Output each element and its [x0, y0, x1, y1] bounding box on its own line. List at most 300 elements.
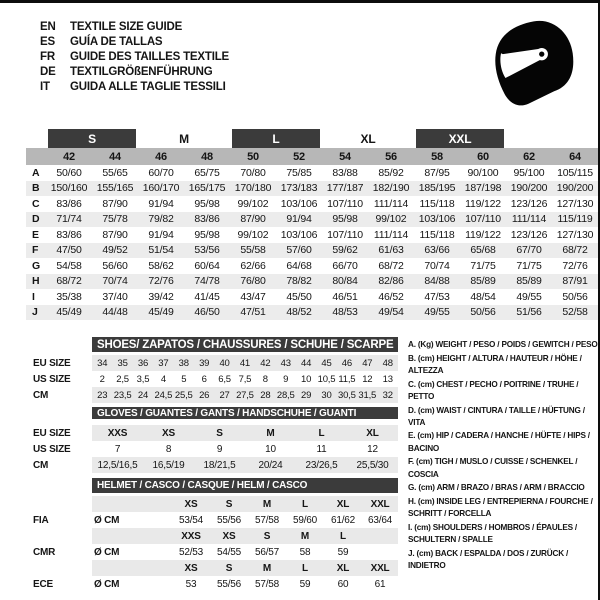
column-header-cell: 48	[184, 148, 230, 165]
table-cell: 66/70	[332, 259, 358, 272]
table-cell: 91/94	[148, 228, 174, 241]
table-row	[26, 371, 398, 387]
table-cell: 29	[296, 387, 316, 403]
table-cell: 44/48	[92, 305, 138, 321]
table-cell: 34	[92, 355, 112, 371]
spacer-cell	[26, 337, 92, 355]
table-row	[26, 425, 398, 441]
table-cell: 46/51	[332, 290, 358, 303]
table-cell: 173/183	[276, 181, 322, 197]
table-cell: 45/49	[46, 305, 92, 321]
table-cell: 71/75	[516, 259, 542, 272]
row-label: ECE	[26, 576, 92, 592]
spacer-cell	[92, 528, 134, 544]
table-cell: 3,5	[136, 373, 150, 385]
unit-cell: Ø CM	[94, 578, 120, 590]
table-cell: 160/170	[138, 181, 184, 197]
table-cell: 54/55	[216, 546, 242, 558]
table-cell: 48/52	[276, 305, 322, 321]
table-cell: 37	[153, 355, 173, 371]
table-cell: 177/187	[322, 181, 368, 197]
helmet-value-row	[26, 512, 398, 528]
main-size-table	[26, 129, 598, 320]
legend-item: H. (cm) INSIDE LEG / ENTREPIERNA / FOURCHE / SCHRITT / FORCELLA	[408, 496, 593, 519]
row-label: CMR	[26, 544, 92, 560]
table-cell: 8	[262, 373, 268, 385]
table-cell: 9	[216, 443, 223, 455]
table-cell: XL	[347, 425, 398, 441]
table-cell: 41	[235, 355, 255, 371]
table-cell: 54/58	[56, 259, 82, 272]
table-cell: 127/130	[556, 228, 594, 241]
table-cell: 23,5	[112, 387, 132, 403]
table-cell: 45	[316, 355, 336, 371]
language-title: TEXTILE SIZE GUIDE	[70, 21, 183, 33]
table-cell: 57/58	[254, 578, 280, 590]
table-cell: 47	[357, 355, 377, 371]
filler-cell	[134, 496, 172, 512]
row-label: EU SIZE	[26, 355, 92, 371]
table-row	[26, 274, 598, 290]
language-code: FR	[40, 51, 55, 63]
table-cell: 35	[112, 355, 132, 371]
table-cell: 90/100	[467, 166, 499, 179]
size-cell: XS	[172, 496, 210, 512]
table-cell: 111/114	[506, 212, 552, 228]
table-cell: 32	[377, 387, 398, 403]
language-title: GUIDA ALLE TAGLIE TESSILI	[70, 81, 226, 93]
size-cell: XS	[210, 528, 248, 544]
size-cell	[362, 528, 398, 544]
table-cell: 111/114	[373, 228, 409, 241]
table-cell: 107/110	[327, 228, 363, 241]
table-cell: 20/24	[245, 457, 296, 473]
table-cell: 28	[255, 387, 275, 403]
table-cell: 23/26,5	[296, 457, 347, 473]
table-cell: 70/80	[240, 166, 266, 179]
table-cell: 46/50	[184, 305, 230, 321]
unit-cell: Ø CM	[94, 514, 120, 526]
table-cell: 47/50	[46, 243, 92, 259]
table-cell: 79/82	[138, 212, 184, 228]
table-cell: 68/72	[378, 259, 404, 272]
language-title: TEXTILGRÖßENFÜHRUNG	[70, 66, 213, 78]
table-cell: 170/180	[230, 181, 276, 197]
table-cell: 53	[185, 578, 197, 590]
table-cell: 60/64	[194, 259, 220, 272]
table-cell: 115/119	[552, 212, 598, 228]
table-cell: 48/54	[470, 290, 496, 303]
table-cell: 51/56	[506, 305, 552, 321]
table-row	[26, 196, 598, 212]
table-cell: 115/118	[419, 197, 455, 210]
table-cell: 40	[214, 355, 234, 371]
table-cell: 63/64	[368, 514, 393, 526]
size-cell: XS	[172, 560, 210, 576]
size-group-cell: XL	[360, 131, 376, 146]
table-cell: 155/165	[92, 181, 138, 197]
column-header-cell: 56	[368, 148, 414, 165]
size-cell: S	[248, 528, 286, 544]
shoes-table	[26, 337, 398, 403]
size-cell: M	[248, 560, 286, 576]
helmet-size-row	[26, 528, 398, 544]
row-label: E	[32, 228, 39, 241]
table-cell: 25,5/30	[347, 457, 398, 473]
table-cell: 67/70	[506, 243, 552, 259]
column-header-cell: 42	[46, 148, 92, 165]
legend-item: G. (cm) ARM / BRAZO / BRAS / ARM / BRACCIO	[408, 483, 585, 493]
filler-cell	[134, 544, 172, 560]
table-cell: 60	[337, 578, 349, 590]
table-cell: 99/102	[237, 228, 269, 241]
table-cell: 61	[374, 578, 386, 590]
row-label: EU SIZE	[26, 425, 92, 441]
table-cell: 107/110	[460, 212, 506, 228]
table-cell: 55/56	[216, 578, 242, 590]
table-cell: 127/130	[556, 197, 594, 210]
row-label: I	[32, 290, 35, 303]
table-cell: XS	[143, 425, 194, 441]
table-row	[26, 355, 398, 371]
table-cell: 95/98	[194, 228, 220, 241]
table-cell: 87/91	[552, 274, 598, 290]
table-cell: 12	[362, 373, 373, 385]
table-cell: 111/114	[373, 197, 409, 210]
table-cell: 95/100	[513, 166, 545, 179]
table-cell: 12,5/16,5	[92, 457, 143, 473]
table-cell: 83/86	[56, 197, 82, 210]
legend-item: E. (cm) HIP / CADERA / HANCHE / HÜFTE / HIPS / BACINO	[408, 431, 590, 453]
table-cell: 39/42	[148, 290, 174, 303]
size-cell: L	[286, 560, 324, 576]
size-cell: M	[286, 528, 324, 544]
table-cell: 10	[301, 373, 312, 385]
spacer-cell	[92, 560, 134, 576]
size-group-cell: L	[230, 129, 322, 148]
column-header-cell: 44	[92, 148, 138, 165]
table-row	[26, 387, 398, 403]
spacer-cell	[26, 407, 92, 425]
filler-cell	[134, 560, 172, 576]
table-cell: 65/68	[460, 243, 506, 259]
table-cell: 53/56	[184, 243, 230, 259]
table-cell: 85/89	[506, 274, 552, 290]
table-cell: 50/56	[460, 305, 506, 321]
table-cell: 190/200	[506, 181, 552, 197]
legend-item: A. (Kg) WEIGHT / PESO / POIDS / GEWITCH / PESO	[408, 340, 598, 349]
legend-item: J. (cm) BACK / ESPALDA / DOS / ZURÜCK / INDIETRO	[408, 548, 569, 570]
table-cell: 37/40	[102, 290, 128, 303]
table-cell: L	[296, 425, 347, 441]
table-cell: 11	[316, 443, 327, 455]
table-cell: 2,5	[116, 373, 129, 385]
visor-pivot-dot	[539, 52, 544, 57]
table-cell: 23	[92, 387, 112, 403]
section-title-bar: GLOVES / GUANTES / GANTS / HANDSCHUHE / GUANTI	[92, 407, 398, 425]
size-cell: XXS	[172, 528, 210, 544]
table-cell: 56/60	[102, 259, 128, 272]
table-cell: 24	[133, 387, 153, 403]
table-cell: 103/106	[414, 212, 460, 228]
language-code: ES	[40, 36, 55, 48]
table-cell: 59	[299, 578, 311, 590]
size-cell: XXL	[362, 560, 398, 576]
table-cell: 57/58	[254, 514, 280, 526]
table-cell: 87/95	[424, 166, 450, 179]
filler-cell	[134, 528, 172, 544]
table-cell: 75/85	[286, 166, 312, 179]
table-cell: 45/50	[286, 290, 312, 303]
table-cell: 119/122	[465, 197, 501, 210]
table-row	[26, 181, 598, 197]
table-cell: 42	[255, 355, 275, 371]
table-cell: 123/126	[510, 197, 548, 210]
table-cell: 2	[99, 373, 105, 385]
column-header-cell: 58	[414, 148, 460, 165]
row-label: A	[32, 166, 40, 179]
table-cell: 9	[283, 373, 289, 385]
size-cell: M	[248, 496, 286, 512]
spacer-cell	[26, 560, 92, 576]
table-cell	[362, 544, 398, 560]
table-cell: 6,5	[218, 373, 231, 385]
table-cell: 87/90	[102, 228, 128, 241]
table-cell: 46	[337, 355, 357, 371]
table-cell: 182/190	[368, 181, 414, 197]
table-cell: 65/75	[194, 166, 220, 179]
table-row	[26, 165, 598, 181]
table-cell: 95/98	[322, 212, 368, 228]
table-cell: 26	[194, 387, 214, 403]
row-label: CM	[26, 387, 92, 403]
size-cell: XL	[324, 560, 362, 576]
filler-cell	[134, 512, 172, 528]
row-label: H	[26, 274, 46, 290]
size-group-cell: S	[46, 129, 138, 148]
table-cell: 63/66	[414, 243, 460, 259]
table-cell: 25,5	[174, 387, 194, 403]
size-cell: S	[210, 560, 248, 576]
table-cell: 71/74	[46, 212, 92, 228]
table-cell: 51/54	[138, 243, 184, 259]
table-cell: 95/98	[194, 197, 220, 210]
gloves-table	[26, 407, 398, 473]
table-cell: 49/54	[368, 305, 414, 321]
table-cell: 12	[367, 443, 378, 455]
column-header-cell: 54	[322, 148, 368, 165]
table-cell: 27,5	[235, 387, 255, 403]
column-header-cell: 50	[230, 148, 276, 165]
table-cell: 52/53	[178, 546, 204, 558]
table-cell: 61/62	[330, 514, 356, 526]
table-cell: 105/115	[557, 166, 593, 179]
table-cell: 36	[133, 355, 153, 371]
table-cell: 48	[377, 355, 398, 371]
size-cell: XL	[324, 496, 362, 512]
table-cell: 57/60	[276, 243, 322, 259]
language-header	[40, 21, 229, 94]
table-cell: 47/51	[230, 305, 276, 321]
section-title-bar: HELMET / CASCO / CASQUE / HELM / CASCO	[92, 478, 398, 496]
legend-item: I. (cm) SHOULDERS / HOMBROS / ÉPAULES / SCHULTERN / SPALLE	[408, 522, 578, 545]
legend-item: D. (cm) WAIST / CINTURA / TAILLE / HÜFTUNG / VITA	[408, 405, 585, 427]
language-code: IT	[40, 81, 50, 93]
table-cell: 27	[214, 387, 234, 403]
filler-cell	[134, 576, 172, 592]
table-cell: 43/47	[240, 290, 266, 303]
column-header-cell: 64	[552, 148, 598, 165]
row-label: US SIZE	[26, 371, 92, 387]
row-label: D	[26, 212, 46, 228]
legend-item: B. (cm) HEIGHT / ALTURA / HAUTEUR / HÖHE / ALTEZZA	[408, 353, 582, 375]
table-cell: S	[194, 425, 245, 441]
table-cell: 50/56	[562, 290, 588, 303]
table-cell: 49/52	[92, 243, 138, 259]
table-cell: 31,5	[357, 387, 377, 403]
row-label: B	[26, 181, 46, 197]
table-cell: 35/38	[56, 290, 82, 303]
table-cell: 187/198	[460, 181, 506, 197]
helmet-size-row	[26, 560, 398, 576]
helmet-value-row	[26, 544, 398, 560]
table-cell: 43	[276, 355, 296, 371]
table-cell: 103/106	[280, 228, 318, 241]
table-cell: 91/94	[276, 212, 322, 228]
section-title-row	[26, 407, 398, 425]
section-title-bar: SHOES/ ZAPATOS / CHAUSSURES / SCHUHE / SCARPE	[92, 337, 398, 355]
table-cell: 41/45	[194, 290, 220, 303]
spacer-cell	[26, 496, 92, 512]
column-header-row	[26, 148, 598, 165]
table-cell: 6	[201, 373, 207, 385]
size-group-cell	[26, 129, 46, 148]
table-cell: 44	[296, 355, 316, 371]
helmet-size-row	[26, 496, 398, 512]
table-cell: 83/86	[56, 228, 82, 241]
table-row	[26, 289, 598, 305]
table-cell: 46/52	[378, 290, 404, 303]
table-cell: 80/84	[322, 274, 368, 290]
row-label: CM	[26, 457, 92, 473]
table-cell: 8	[165, 443, 172, 455]
table-cell: 76/80	[230, 274, 276, 290]
table-cell: 7,5	[238, 373, 252, 385]
table-cell: 55/58	[230, 243, 276, 259]
table-row	[26, 212, 598, 228]
unit-cell: Ø CM	[94, 546, 120, 558]
measurement-legend	[408, 339, 598, 574]
size-group-cell: M	[179, 131, 189, 146]
table-cell: 11,5	[338, 373, 356, 385]
spacer-cell	[26, 478, 92, 496]
table-cell: 99/102	[368, 212, 414, 228]
size-cell: XXL	[362, 496, 398, 512]
table-cell: 49/55	[516, 290, 542, 303]
table-row	[26, 441, 398, 457]
table-cell: 83/88	[332, 166, 358, 179]
column-header-cell: 62	[506, 148, 552, 165]
table-cell: 61/63	[368, 243, 414, 259]
size-group-cell: XXL	[414, 129, 506, 148]
table-cell: 10	[265, 443, 276, 455]
table-row	[26, 227, 598, 243]
table-cell: 123/126	[510, 228, 548, 241]
table-cell: 53/54	[178, 514, 204, 526]
table-cell: 49/55	[414, 305, 460, 321]
table-cell: 185/195	[414, 181, 460, 197]
table-cell: 56/57	[254, 546, 280, 558]
table-cell: 59	[337, 546, 349, 558]
table-cell: 13	[382, 373, 393, 385]
table-cell: 107/110	[327, 197, 363, 210]
racing-helmet-icon	[487, 17, 577, 109]
column-header-cell: 60	[460, 148, 506, 165]
table-cell: 85/89	[460, 274, 506, 290]
table-cell: 64/68	[286, 259, 312, 272]
spacer-cell	[92, 496, 134, 512]
table-cell: 71/75	[470, 259, 496, 272]
table-cell: 150/160	[46, 181, 92, 197]
table-cell: 72/76	[138, 274, 184, 290]
table-cell: 4	[160, 373, 166, 385]
legend-item: C. (cm) CHEST / PECHO / POITRINE / TRUHE / PETTO	[408, 379, 579, 401]
table-row	[26, 243, 598, 259]
table-cell: 87/90	[102, 197, 128, 210]
table-cell: 45/49	[138, 305, 184, 321]
spacer-cell	[26, 528, 92, 544]
table-cell: 74/78	[184, 274, 230, 290]
row-label: US SIZE	[26, 441, 92, 457]
table-cell: 59/60	[292, 514, 318, 526]
table-cell: 48/53	[322, 305, 368, 321]
table-cell: 55/65	[102, 166, 128, 179]
section-title-row	[26, 337, 398, 355]
table-cell: 7	[114, 443, 121, 455]
row-label: G	[32, 259, 40, 272]
table-cell: 165/175	[184, 181, 230, 197]
row-label: FIA	[26, 512, 92, 528]
table-row	[26, 258, 598, 274]
table-cell: 50/60	[56, 166, 82, 179]
helmet-table	[26, 478, 398, 592]
corner-cell	[26, 148, 46, 165]
table-cell: 18/21,5	[194, 457, 245, 473]
table-cell: 30,5	[337, 387, 357, 403]
table-cell: 28,5	[276, 387, 296, 403]
table-cell: 84/88	[414, 274, 460, 290]
table-cell: 70/74	[92, 274, 138, 290]
row-label: C	[32, 197, 40, 210]
table-cell: 62/66	[240, 259, 266, 272]
table-cell: 70/74	[424, 259, 450, 272]
section-title-row	[26, 478, 398, 496]
table-row	[26, 457, 398, 473]
table-cell: 58	[299, 546, 311, 558]
table-cell: 16,5/19	[143, 457, 194, 473]
table-cell: 38	[174, 355, 194, 371]
table-cell: 59/62	[322, 243, 368, 259]
table-cell: 60/70	[148, 166, 174, 179]
table-cell: 99/102	[237, 197, 269, 210]
table-row	[26, 305, 598, 321]
row-label: J	[26, 305, 46, 321]
table-cell: 83/86	[184, 212, 230, 228]
table-cell: M	[245, 425, 296, 441]
language-code: EN	[40, 21, 56, 33]
table-cell: 58/62	[148, 259, 174, 272]
size-group-cell	[506, 129, 552, 148]
